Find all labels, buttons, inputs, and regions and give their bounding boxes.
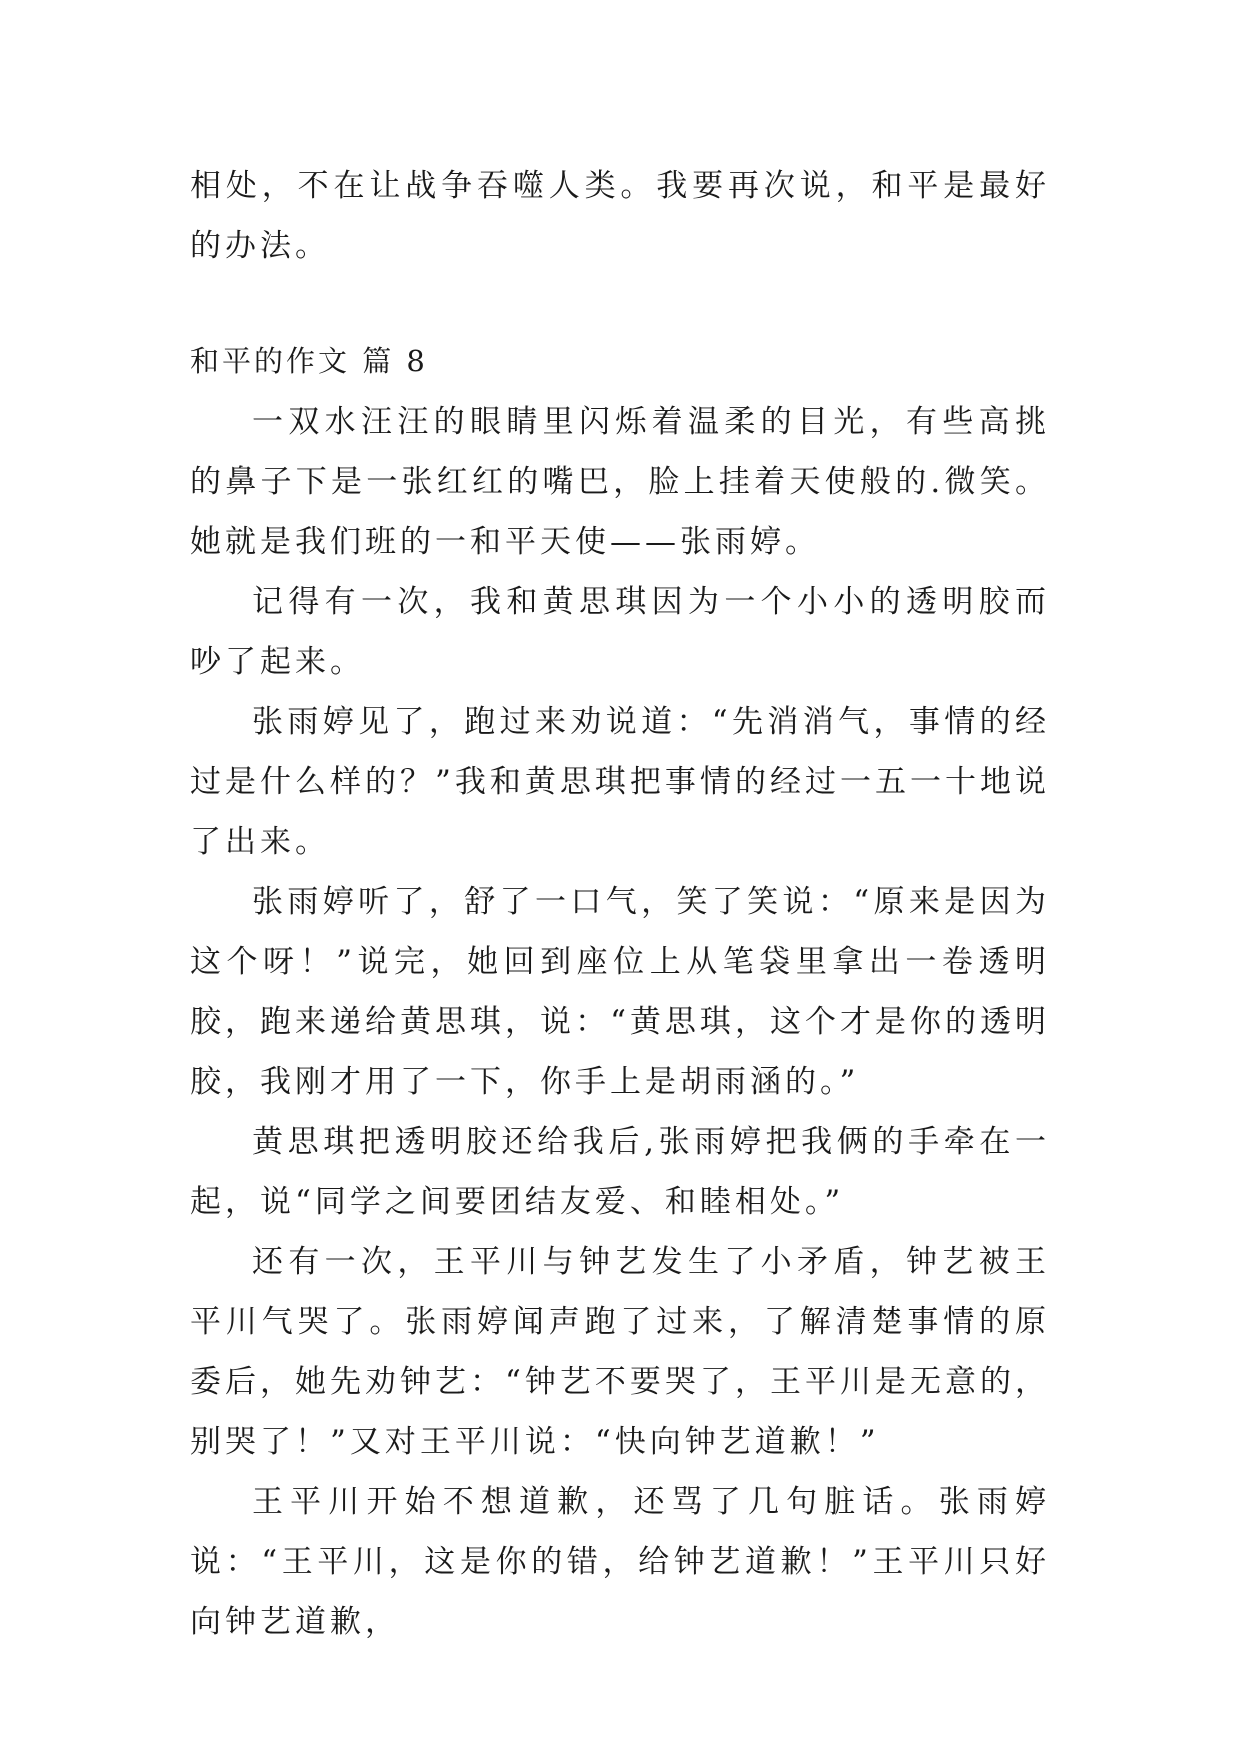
essay-body: [190, 392, 1050, 1652]
paragraph-2: 记得有一次，我和黄思琪因为一个小小的透明胶而吵了起来。: [190, 584, 1050, 680]
paragraph-7: 王平川开始不想道歉，还骂了几句脏话。张雨婷说：“王平川，这是你的错，给钟艺道歉！”王平川只好向钟艺道歉，: [190, 1484, 1050, 1640]
paragraph-1: 一双水汪汪的眼睛里闪烁着温柔的目光，有些高挑的鼻子下是一张红红的嘴巴，脸上挂着天使般的.微笑。她就是我们班的一和平天使——张雨婷。: [190, 404, 1050, 560]
intro-paragraph: 相处，不在让战争吞噬人类。我要再次说，和平是最好的办法。: [190, 168, 1050, 264]
paragraph-6: 还有一次，王平川与钟艺发生了小矛盾，钟艺被王平川气哭了。张雨婷闻声跑了过来，了解清楚事情的原委后，她先劝钟艺：“钟艺不要哭了，王平川是无意的，别哭了！”又对王平川说：“快向钟艺道歉！”: [190, 1244, 1050, 1460]
section-heading: 和平的作文 篇 8: [190, 344, 428, 378]
paragraph-5: 黄思琪把透明胶还给我后,张雨婷把我俩的手牵在一起，说“同学之间要团结友爱、和睦相处。”: [190, 1124, 1050, 1220]
paragraph-4: 张雨婷听了，舒了一口气，笑了笑说：“原来是因为这个呀！”说完，她回到座位上从笔袋里拿出一卷透明胶，跑来递给黄思琪，说：“黄思琪，这个才是你的透明胶，我刚才用了一下，你手上是胡雨涵的。”: [190, 884, 1050, 1100]
paragraph-3: 张雨婷见了，跑过来劝说道：“先消消气，事情的经过是什么样的？”我和黄思琪把事情的经过一五一十地说了出来。: [190, 704, 1050, 860]
intro-section: [190, 156, 1050, 276]
